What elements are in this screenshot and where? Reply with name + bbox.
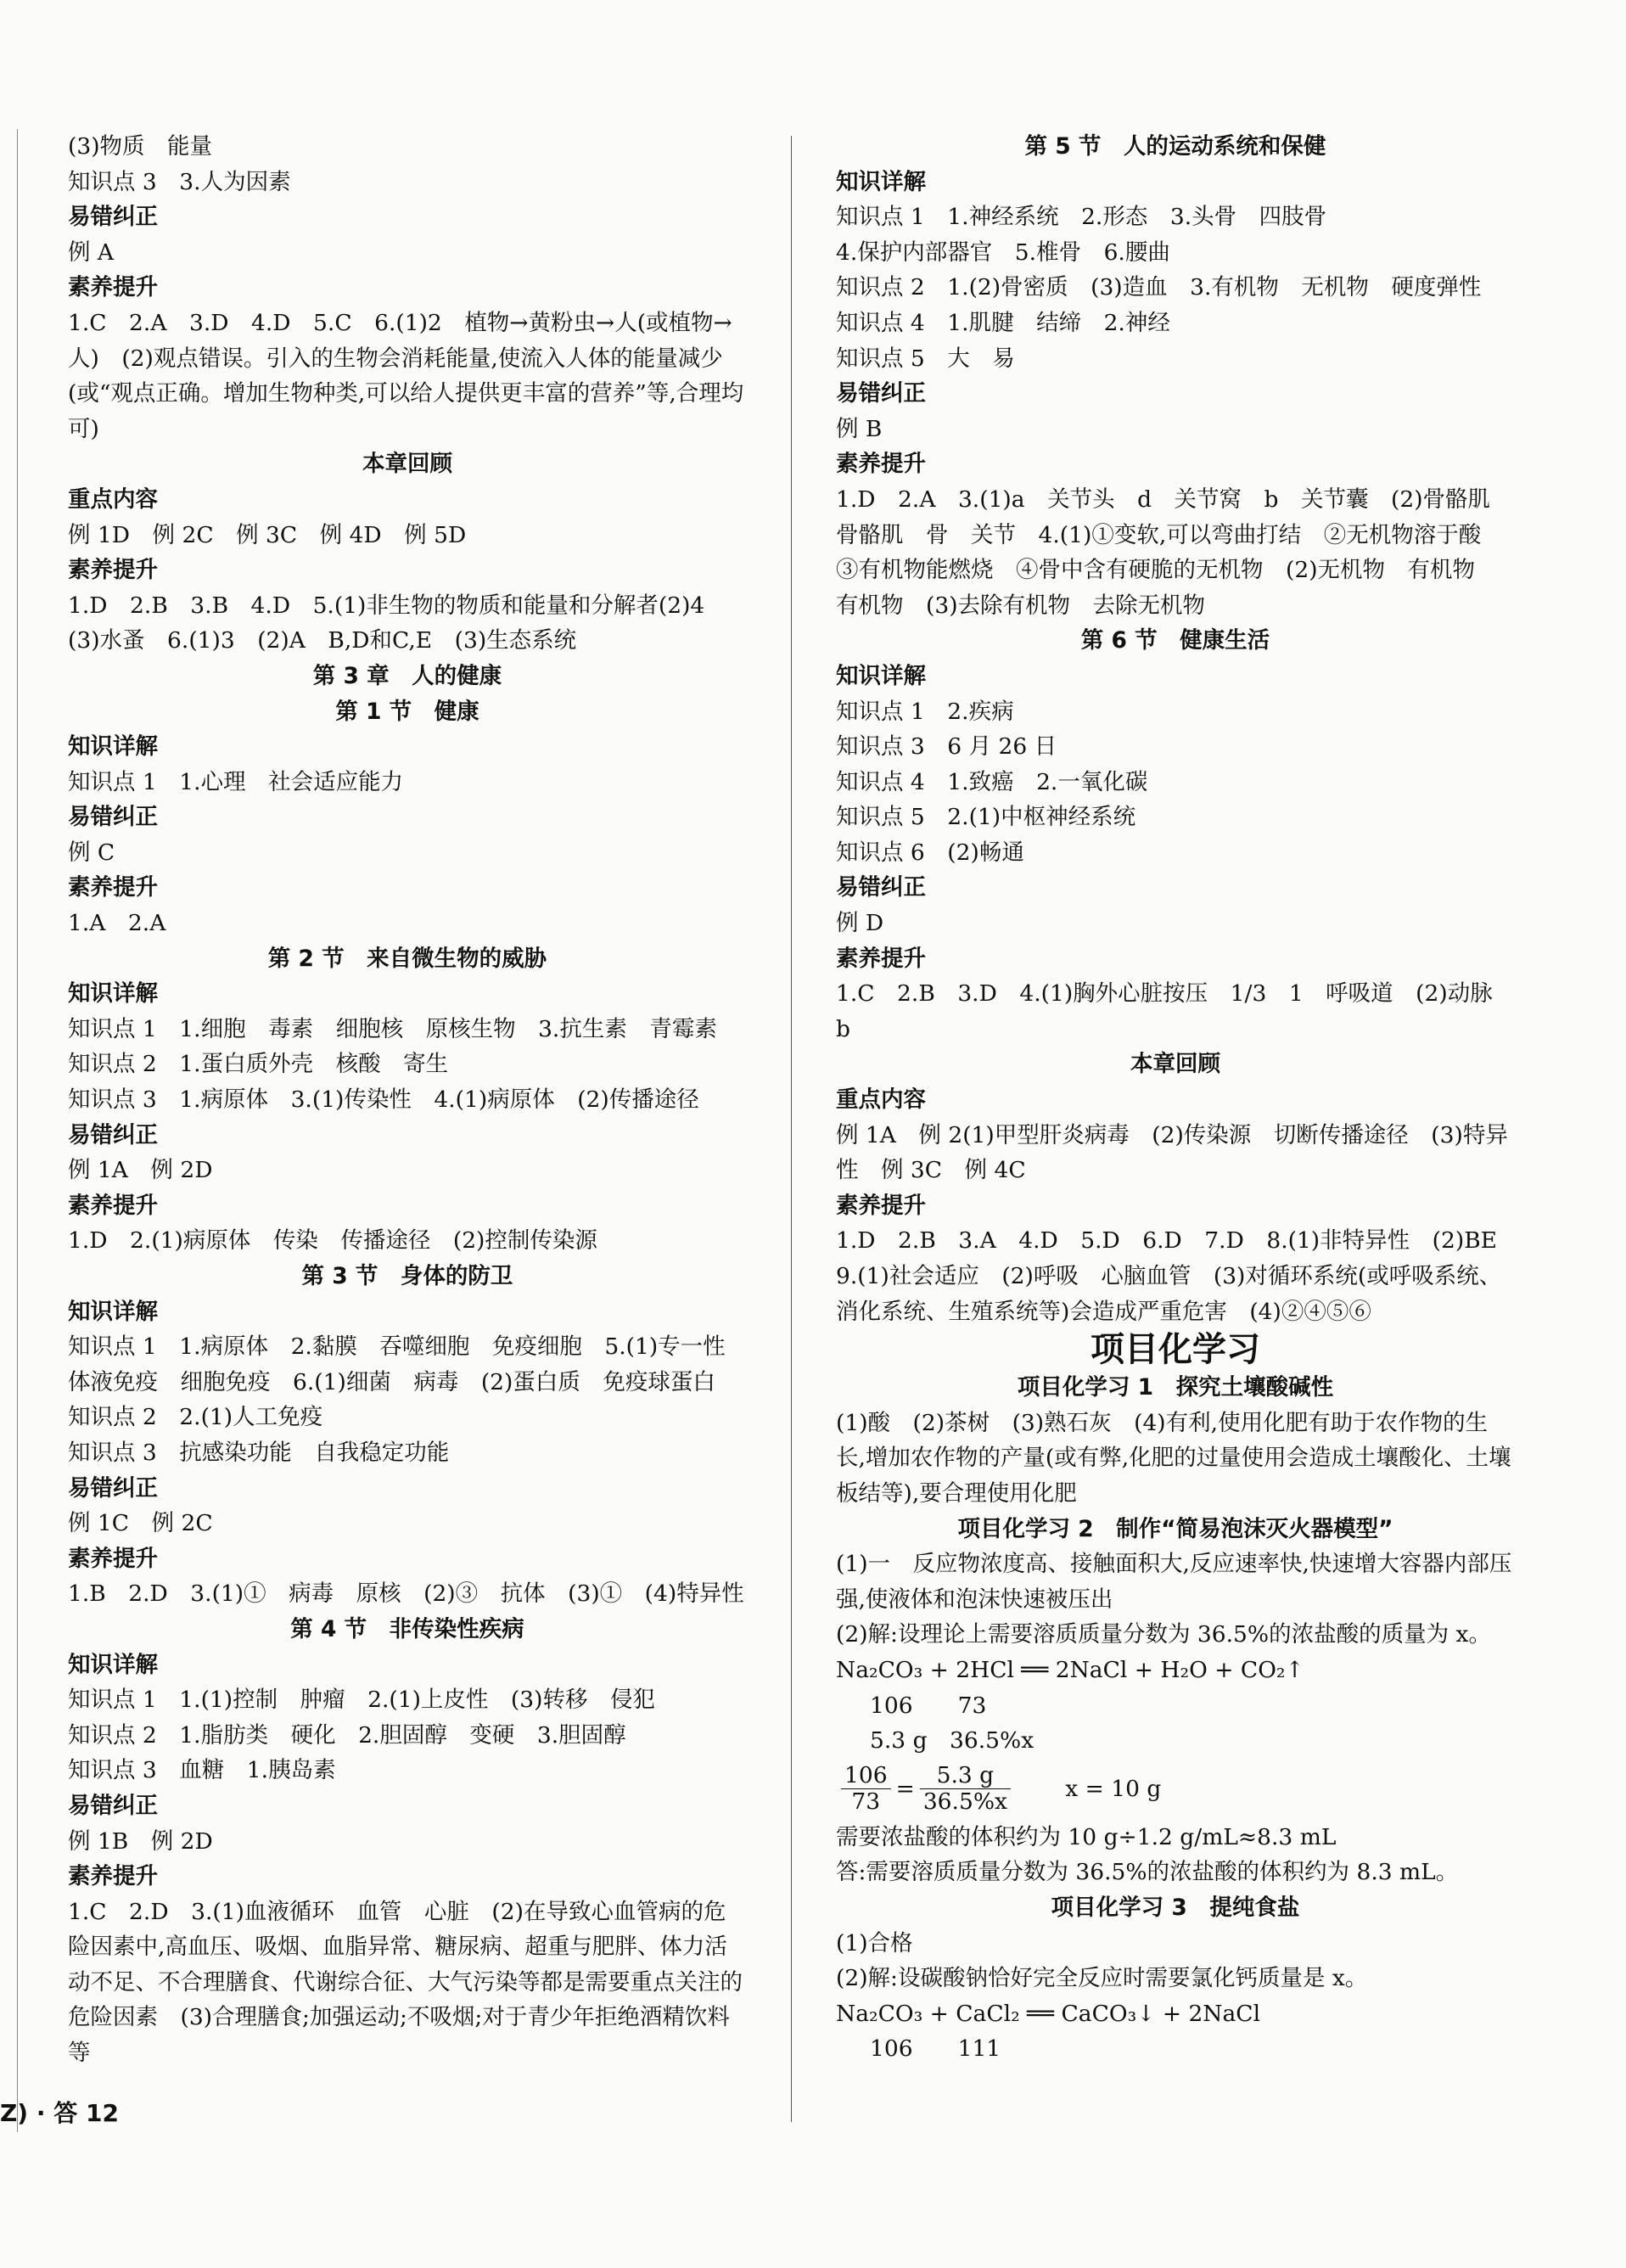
text-line: 例 1A 例 2D [68, 1157, 213, 1184]
text-line: 4.保护内部器官 5.椎骨 6.腰曲 [836, 239, 1170, 266]
text-line: 知识点 1 1.心理 社会适应能力 [68, 768, 404, 795]
text-line: 1.D 2.B 3.A 4.D 5.D 6.D 7.D 8.(1)非特异性 (2)BE [836, 1227, 1498, 1255]
equals-sign: = [895, 1775, 915, 1802]
right-column [836, 129, 1515, 2067]
text-line: 知识点 5 大 易 [836, 345, 1015, 372]
text-paragraph: 1.B 2.D 3.(1)① 病毒 原核 (2)③ 抗体 (3)① (4)特异性 [68, 1580, 744, 1608]
text-paragraph: 知识点 1 1.病原体 2.黏膜 吞噬细胞 免疫细胞 5.(1)专一性 体液免疫 细胞免疫 6.(1)细菌 病毒 (2)蛋白质 免疫球蛋白 [68, 1333, 749, 1395]
section-label: 知识详解 [836, 168, 926, 195]
left-margin-rule [17, 129, 18, 2132]
section-heading: 第 2 节 来自微生物的威胁 [267, 945, 547, 972]
text-line: (3)物质 能量 [68, 133, 213, 160]
fraction-right: $\frac{5.3 g}{36.5\%x}$ [920, 1763, 1011, 1815]
section-label: 素养提升 [68, 1192, 158, 1219]
text-line: 知识点 4 1.致癌 2.一氧化碳 [836, 768, 1148, 795]
text-line: 知识点 3 3.人为因素 [68, 168, 291, 195]
section-label: 素养提升 [68, 1545, 158, 1572]
text-paragraph: 9.(1)社会适应 (2)呼吸 心脑血管 (3)对循环系统(或呼吸系统、消化系统、生殖系统等)会造成严重危害 (4)②④⑤⑥ [836, 1263, 1502, 1325]
equation-mass-row: 106 111 [870, 2035, 1001, 2063]
section-label: 知识详解 [68, 980, 158, 1008]
text-line: 例 1D 例 2C 例 3C 例 4D 例 5D [68, 521, 467, 548]
text-line: 需要浓盐酸的体积约为 10 g÷1.2 g/mL≈8.3 mL [836, 1823, 1337, 1850]
section-heading: 项目化学习 2 制作“简易泡沫灭火器模型” [957, 1515, 1393, 1542]
text-paragraph: (2)解:设理论上需要溶质质量分数为 36.5%的浓盐酸的质量为 x。 [836, 1621, 1491, 1648]
text-line: 知识点 3 血糖 1.胰岛素 [68, 1757, 336, 1784]
section-label: 知识详解 [68, 733, 158, 761]
section-label: 易错纠正 [836, 874, 926, 901]
text-line: 知识点 1 1.细胞 毒素 细胞核 原核生物 3.抗生素 青霉素 [68, 1015, 717, 1042]
text-line: 知识点 2 2.(1)人工免疫 [68, 1404, 323, 1431]
section-label: 素养提升 [68, 874, 158, 901]
text-line: (2)解:设碳酸钠恰好完全反应时需要氯化钙质量是 x。 [836, 1965, 1368, 1992]
chemical-equation: Na₂CO₃ + CaCl₂ ══ CaCO₃↓ + 2NaCl [836, 2000, 1261, 2027]
section-label: 知识详解 [68, 1651, 158, 1678]
page-footer: Z) · 答 12 [0, 2099, 119, 2127]
text-line: 知识点 2 1.蛋白质外壳 核酸 寄生 [68, 1051, 449, 1078]
section-label: 素养提升 [68, 1863, 158, 1890]
text-line: 例 D [836, 910, 884, 937]
section-heading: 第 3 节 身体的防卫 [301, 1263, 513, 1289]
text-paragraph: 1.D 2.A 3.(1)a 关节头 d 关节窝 b 关节囊 (2)骨骼肌 骨骼肌 骨 关节 4.(1)①变软,可以弯曲打结 ②无机物溶于酸 ③有机物能燃烧 ④骨中含有硬脆的无机物 (2)无机物 有机物 有机物 (3)去除有机物 去除无机物 [836, 486, 1513, 619]
proportion-equation [836, 1759, 1515, 1820]
text-paragraph: 1.D 2.B 3.B 4.D 5.(1)非生物的物质和能量和分解者(2)4 (3)水蚤 6.(1)3 (2)A B,D和C,E (3)生态系统 [68, 592, 727, 654]
text-line: 1.A 2.A [68, 910, 166, 937]
section-heading: 第 5 节 人的运动系统和保健 [1024, 133, 1326, 160]
text-line: 例 B [836, 415, 883, 442]
text-line: 知识点 3 抗感染功能 自我稳定功能 [68, 1439, 450, 1466]
column-divider [791, 136, 792, 2122]
text-line: 例 1B 例 2D [68, 1827, 213, 1855]
text-line: 知识点 4 1.肌腱 结缔 2.神经 [836, 309, 1170, 336]
section-heading: 项目化学习 3 提纯食盐 [1051, 1894, 1300, 1921]
fraction-left: $\frac{106}{73}$ [841, 1763, 891, 1815]
text-line: 知识点 3 1.病原体 3.(1)传染性 4.(1)病原体 (2)传播途径 [68, 1086, 699, 1114]
chemical-equation: Na₂CO₃ + 2HCl ══ 2NaCl + H₂O + CO₂↑ [836, 1656, 1304, 1683]
left-column [68, 129, 747, 2071]
section-label: 素养提升 [68, 557, 158, 584]
text-line: 知识点 6 (2)畅通 [836, 839, 1024, 866]
text-line: 例 C [68, 839, 115, 866]
section-label: 重点内容 [68, 486, 158, 513]
section-label: 素养提升 [836, 1192, 926, 1219]
solution-value: x = 10 g [1065, 1775, 1162, 1802]
section-heading: 第 6 节 健康生活 [1080, 627, 1270, 654]
text-line: 1.D 2.(1)病原体 传染 传播途径 (2)控制传染源 [68, 1227, 597, 1255]
section-label: 知识详解 [68, 1298, 158, 1325]
text-paragraph: 例 1A 例 2(1)甲型肝炎病毒 (2)传染源 切断传播途径 (3)特异性 例 3C 例 4C [836, 1121, 1508, 1184]
section-label: 素养提升 [68, 274, 158, 301]
project-title: 项目化学习 [1091, 1330, 1260, 1370]
text-line: 例 A [68, 239, 115, 266]
text-line: 知识点 1 1.(1)控制 肿瘤 2.(1)上皮性 (3)转移 侵犯 [68, 1687, 655, 1714]
section-label: 易错纠正 [68, 1792, 158, 1819]
text-line: 知识点 5 2.(1)中枢神经系统 [836, 804, 1136, 831]
section-label: 易错纠正 [68, 1474, 158, 1502]
text-paragraph: 1.C 2.A 3.D 4.D 5.C 6.(1)2 植物→黄粉虫→人(或植物→人) (2)观点错误。引入的生物会消耗能量,使流入人体的能量减少(或“观点正确。增加生物种类,可以给人提供更丰富的营养”等,合理均可) [68, 309, 744, 442]
equation-mass-row: 106 73 [870, 1692, 987, 1719]
chapter-heading: 第 3 章 人的健康 [312, 662, 502, 689]
section-heading: 第 4 节 非传染性疾病 [290, 1615, 524, 1642]
section-label: 素养提升 [836, 945, 926, 972]
text-line: 知识点 2 1.脂肪类 硬化 2.胆固醇 变硬 3.胆固醇 [68, 1721, 626, 1749]
text-line: 知识点 1 2.疾病 [836, 698, 1014, 725]
section-heading: 项目化学习 1 探究土壤酸碱性 [1017, 1374, 1334, 1401]
text-paragraph: 1.C 2.D 3.(1)血液循环 血管 心脏 (2)在导致心血管病的危险因素中,高血压、吸烟、血脂异常、糖尿病、超重与肥胖、体力活动不足、不合理膳食、代谢综合征、大气污染等都是需要重点关注的危险因素 (3)合理膳食;加强运动;不吸烟;对于青少年拒绝酒精饮料等 [68, 1898, 743, 2067]
section-label: 知识详解 [836, 662, 926, 689]
text-paragraph: (1)酸 (2)茶树 (3)熟石灰 (4)有利,使用化肥有助于农作物的生长,增加农作物的产量(或有弊,化肥的过量使用会造成土壤酸化、土壤板结等),要合理使用化肥 [836, 1409, 1511, 1507]
section-heading: 第 1 节 健康 [335, 698, 479, 725]
text-paragraph: (1)一 反应物浓度高、接触面积大,反应速率快,快速增大容器内部压强,使液体和泡沫快速被压出 [836, 1551, 1512, 1613]
section-label: 重点内容 [836, 1086, 926, 1114]
section-label: 易错纠正 [68, 204, 158, 231]
text-line: 知识点 3 6 月 26 日 [836, 733, 1057, 761]
section-label: 易错纠正 [836, 380, 926, 407]
text-paragraph: 1.C 2.B 3.D 4.(1)胸外心脏按压 1/3 1 呼吸道 (2)动脉 b [836, 980, 1516, 1042]
section-heading: 本章回顾 [362, 451, 452, 478]
equation-value-row: 5.3 g 36.5%x [870, 1727, 1034, 1754]
section-heading: 本章回顾 [1130, 1051, 1220, 1078]
text-line: 知识点 1 1.神经系统 2.形态 3.头骨 四肢骨 [836, 204, 1327, 231]
text-paragraph: 知识点 2 1.(2)骨密质 (3)造血 3.有机物 无机物 硬度弹性 [836, 274, 1482, 301]
text-line: 答:需要溶质质量分数为 36.5%的浓盐酸的体积约为 8.3 mL。 [836, 1859, 1459, 1886]
section-label: 素养提升 [836, 451, 926, 478]
text-line: 例 1C 例 2C [68, 1510, 213, 1537]
section-label: 易错纠正 [68, 804, 158, 831]
section-label: 易错纠正 [68, 1121, 158, 1148]
text-line: (1)合格 [836, 1929, 913, 1956]
